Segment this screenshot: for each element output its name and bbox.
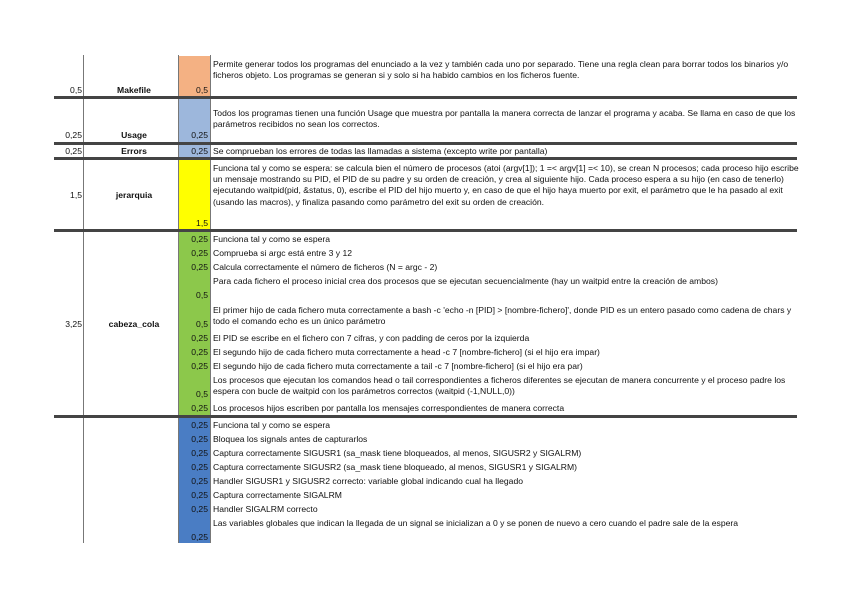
row-points: 0,5 [196, 319, 208, 329]
row-separator [54, 142, 797, 145]
row-points: 0,25 [191, 146, 208, 156]
row-points: 0,5 [196, 85, 208, 95]
row-points: 0,25 [191, 434, 208, 444]
row-points: 0,25 [191, 532, 208, 542]
row-description: Funciona tal y como se espera [213, 234, 331, 244]
section-name: Makefile [117, 85, 151, 95]
row-description: El PID se escribe en el fichero con 7 cifras, y con padding de ceros por la izquierda [213, 333, 530, 343]
row-separator [54, 157, 797, 160]
row-description: Funciona tal y como se espera [213, 420, 331, 430]
row-points: 0,5 [196, 389, 208, 399]
row-description: El primer hijo de cada fichero muta correctamente a bash -c 'echo -n [PID] > [nombre-fichero]', donde PID es un entero pasado como cadena de chars y todo el comando echo es un único parámetro [213, 305, 792, 327]
row-description: Se comprueban los errores de todas las llamadas a sistema (excepto write por pantalla) [213, 146, 548, 156]
section-name: Errors [121, 146, 147, 156]
row-description: Captura correctamente SIGALRM [213, 490, 342, 500]
row-description: Funciona tal y como se espera: se calcula bien el número de procesos (atoi (argv[1]); 1 =< argv[1] =< 10), se crean N procesos; cada proceso hijo escribe un mensaje mostrando su PID, el PID de su padre y su orden de creación, y crea al siguiente hijo. Cada proceso espera a su hijo (en caso de tenerlo) ejecutando waitpid(pid, &status, 0), escribe el PID del hijo muerto y, en caso de que el hijo haya muerto por exit, el parámetro que le ha pasado al exit (usando las macros), y finaliza pasando como parámetro del exit su orden de creación. [213, 163, 799, 207]
row-points: 0,25 [191, 347, 208, 357]
row-description: Captura correctamente SIGUSR1 (sa_mask tiene bloqueados, al menos, SIGUSR2 y SIGALRM) [213, 448, 582, 458]
row-description: Calcula correctamente el número de ficheros (N = argc - 2) [213, 262, 438, 272]
section-points: 0,25 [65, 146, 82, 156]
row-points: 0,25 [191, 333, 208, 343]
row-points: 1,5 [196, 218, 208, 228]
row-description: Comprueba si argc está entre 3 y 12 [213, 248, 353, 258]
row-separator [54, 96, 797, 99]
row-separator [54, 415, 797, 418]
row-points: 0,25 [191, 234, 208, 244]
column-divider [210, 55, 211, 543]
row-description: Handler SIGALRM correcto [213, 504, 318, 514]
row-description: Bloquea los signals antes de capturarlos [213, 434, 368, 444]
row-points: 0,25 [191, 476, 208, 486]
row-description: Los procesos hijos escriben por pantalla los mensajes correspondientes de manera correcta [213, 403, 565, 413]
row-separator [54, 229, 797, 232]
row-description: Captura correctamente SIGUSR2 (sa_mask tiene bloqueado, al menos, SIGUSR1 y SIGALRM) [213, 462, 577, 472]
section-points: 0,5 [70, 85, 82, 95]
row-description: Handler SIGUSR1 y SIGUSR2 correcto: variable global indicando cual ha llegado [213, 476, 524, 486]
row-description: Todos los programas tienen una función Usage que muestra por pantalla la manera correcta de lanzar el programa y acaba. Se llama en caso de que los parámetros recibidos no sean los correctos. [213, 108, 796, 130]
section-points: 0,25 [65, 130, 82, 140]
section-points: 3,25 [65, 319, 82, 329]
row-points: 0,25 [191, 490, 208, 500]
column-divider [83, 55, 84, 543]
row-description: El segundo hijo de cada fichero muta correctamente a head -c 7 [nombre-fichero] (si el hijo era impar) [213, 347, 600, 357]
row-points: 0,25 [191, 504, 208, 514]
row-points: 0,25 [191, 262, 208, 272]
row-points: 0,25 [191, 420, 208, 430]
row-description: Para cada fichero el proceso inicial crea dos procesos que se ejecutan secuencialmente (hay un waitpid entre la creación de ambos) [213, 276, 718, 286]
row-points: 0,5 [196, 290, 208, 300]
row-points: 0,25 [191, 448, 208, 458]
row-points: 0,25 [191, 361, 208, 371]
row-points: 0,25 [191, 462, 208, 472]
section-name: Usage [121, 130, 147, 140]
section-name: jerarquia [115, 190, 153, 200]
row-description: El segundo hijo de cada fichero muta correctamente a tail -c 7 [nombre-fichero] (si el hijo era par) [213, 361, 583, 371]
section-points: 1,5 [70, 190, 82, 200]
section-name: cabeza_cola [108, 319, 160, 329]
row-description: Los procesos que ejecutan los comandos head o tail correspondientes a ficheros diferentes se ejecutan de manera concurrente y el proceso padre los espera con bucle de waitpid con los parámetros correctos (waitpid (-1,NULL,0)) [213, 375, 786, 397]
row-points: 0,25 [191, 130, 208, 140]
row-description: Las variables globales que indican la llegada de un signal se inicializan a 0 y se ponen de nuevo a cero cuando el padre sale de la espera [213, 518, 739, 528]
row-points: 0,25 [191, 403, 208, 413]
row-points: 0,25 [191, 248, 208, 258]
row-description: Permite generar todos los programas del enunciado a la vez y también cada uno por separado. Tiene una regla clean para borrar todos los binarios y/o ficheros objeto. Los programas se generan si y solo si ha habido cambios en los ficheros fuente. [213, 59, 789, 81]
